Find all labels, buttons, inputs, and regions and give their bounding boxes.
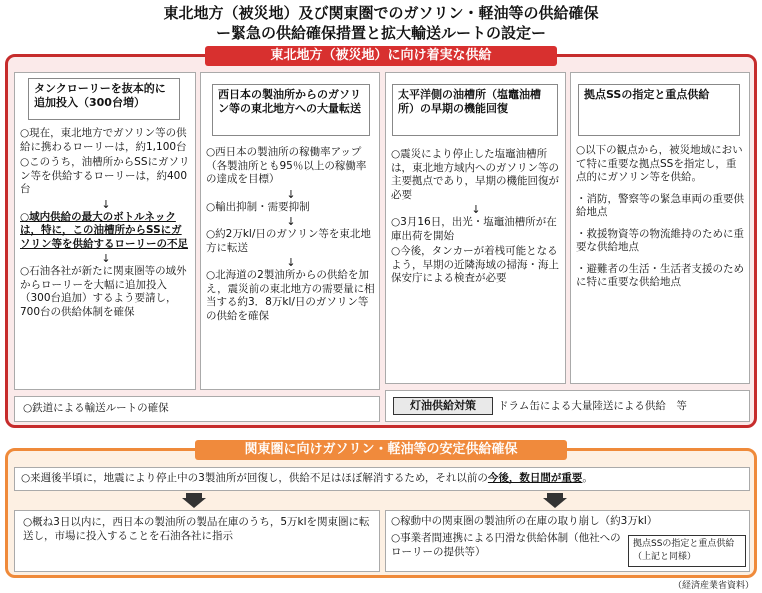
base-ss-header: 拠点SSの指定と重点供給 [578, 84, 740, 136]
kanto-arrow-right-icon [543, 498, 567, 508]
tanker-header: タンクローリーを抜本的に追加投入（300台増） [28, 78, 180, 120]
tanker-body [20, 127, 192, 321]
kanto-arrow-left-icon [182, 498, 206, 508]
west-p2: ○輸出抑制・需要抑制 [206, 200, 310, 213]
base-ss-b3: ・避難者の生活・生活者支援のために特に重要な供給地点 [576, 262, 744, 288]
oil-depot-body [391, 148, 561, 288]
kanto-right-p1: ○稼動中の関東圏の製油所の在庫の取り崩し（約3万kl） [391, 515, 658, 527]
west-p1: ○西日本の製油所の稼働率アップ（各製油所とも95％以上の稼働率の達成を目標） [206, 146, 367, 185]
base-ss-body [576, 144, 746, 292]
depot-p1: ○震災により停止した塩竈油槽所は，東北地方域内へのガソリン等の主要拠点であり，早期の機能回復が必要 [391, 148, 559, 201]
kanto-banner: 関東圏に向けガソリン・軽油等の安定供給確保 [195, 440, 567, 460]
base-ss-p1: ○以下の観点から，被災地域において特に重要な拠点SSを指定し，重点的にガソリン等を供給。 [576, 144, 743, 183]
kanto-base-ss-note: 拠点SSの指定と重点供給（上記と同様） [628, 535, 746, 567]
west-arrow-3: ↓ [286, 256, 296, 269]
kanto-top-end: 。 [582, 472, 593, 484]
tanker-p1: ○現在，東北地方でガソリン等の供給に携わるローリーは，約1,100台 [20, 127, 187, 153]
source-note: （経済産業省資料） [672, 581, 754, 591]
base-ss-b2: ・救援物資等の物流維持のために重要な供給地点 [576, 227, 744, 253]
tanker-p2: ○このうち，油槽所からSSにガソリン等を供給するローリーは，約400台 [20, 156, 190, 195]
west-p4: ○北海道の2製油所からの供給を加え，震災前の東北地方の需要量に相当する約3．8万kl/日のガソリン等の供給を確保 [206, 269, 375, 322]
page-subtitle: ー緊急の供給確保措置と拡大輸送ルートの設定ー [215, 24, 546, 42]
tanker-p3: ○域内供給の最大のボトルネックは，特に，この油槽所からSSにガソリン等を供給するローリーの不足 [20, 210, 188, 250]
west-arrow-2: ↓ [286, 215, 296, 228]
oil-depot-header: 太平洋側の油槽所（塩竈油槽所）の早期の機能回復 [392, 84, 558, 136]
west-refinery-header: 西日本の製油所からのガソリン等の東北地方への大量転送 [212, 84, 370, 136]
kerosene-label: 灯油供給対策 [393, 397, 493, 415]
kanto-top-emphasis: 今後，数日間が重要 [487, 472, 583, 484]
west-arrow-1: ↓ [286, 187, 296, 201]
kanto-right-p2: ○事業者間連携による円滑な供給体制（他社へのローリーの提供等） [391, 532, 621, 558]
west-p3: ○約2万kl/日のガソリン等を東北地方に転送 [206, 228, 371, 254]
rail-route-box: ○鉄道による輸送ルートの確保 [14, 396, 380, 422]
page-title: 東北地方（被災地）及び関東圏でのガソリン・軽油等の供給確保 [163, 4, 599, 22]
tanker-p4: ○石油各社が新たに関東圏等の域外からローリーを大幅に追加投入（300台追加）するよう要請し，700台の供給体制を確保 [20, 265, 187, 318]
depot-p2: ○3月16日，出光・塩竈油槽所が在庫出荷を開始 [391, 216, 557, 242]
depot-p3: ○今後，タンカーが着桟可能となるよう，早期の近隣海域の掃海・海上保安庁による検査が必要 [391, 245, 559, 284]
kerosene-text: ドラム缶による大量陸送による供給 等 [498, 400, 687, 412]
west-refinery-body [206, 146, 376, 325]
kanto-top-box [14, 467, 750, 491]
kanto-left-box: ○概ね3日以内に，西日本の製油所の製品在庫のうち，5万klを関東圏に転送し，市場に投入することを石油各社に指示 [14, 510, 380, 572]
tanker-arrow-1: ↓ [101, 197, 111, 211]
depot-arrow: ↓ [471, 203, 481, 216]
base-ss-b1: ・消防，警察等の緊急車両の重要供給地点 [576, 192, 744, 218]
tanker-arrow-2: ↓ [101, 252, 111, 265]
kanto-top-text: ○来週後半頃に，地震により停止中の3製油所が回復し，供給不足はほぼ解消するため，それ以前の [21, 472, 488, 484]
tohoku-banner: 東北地方（被災地）に向け着実な供給 [205, 46, 557, 66]
